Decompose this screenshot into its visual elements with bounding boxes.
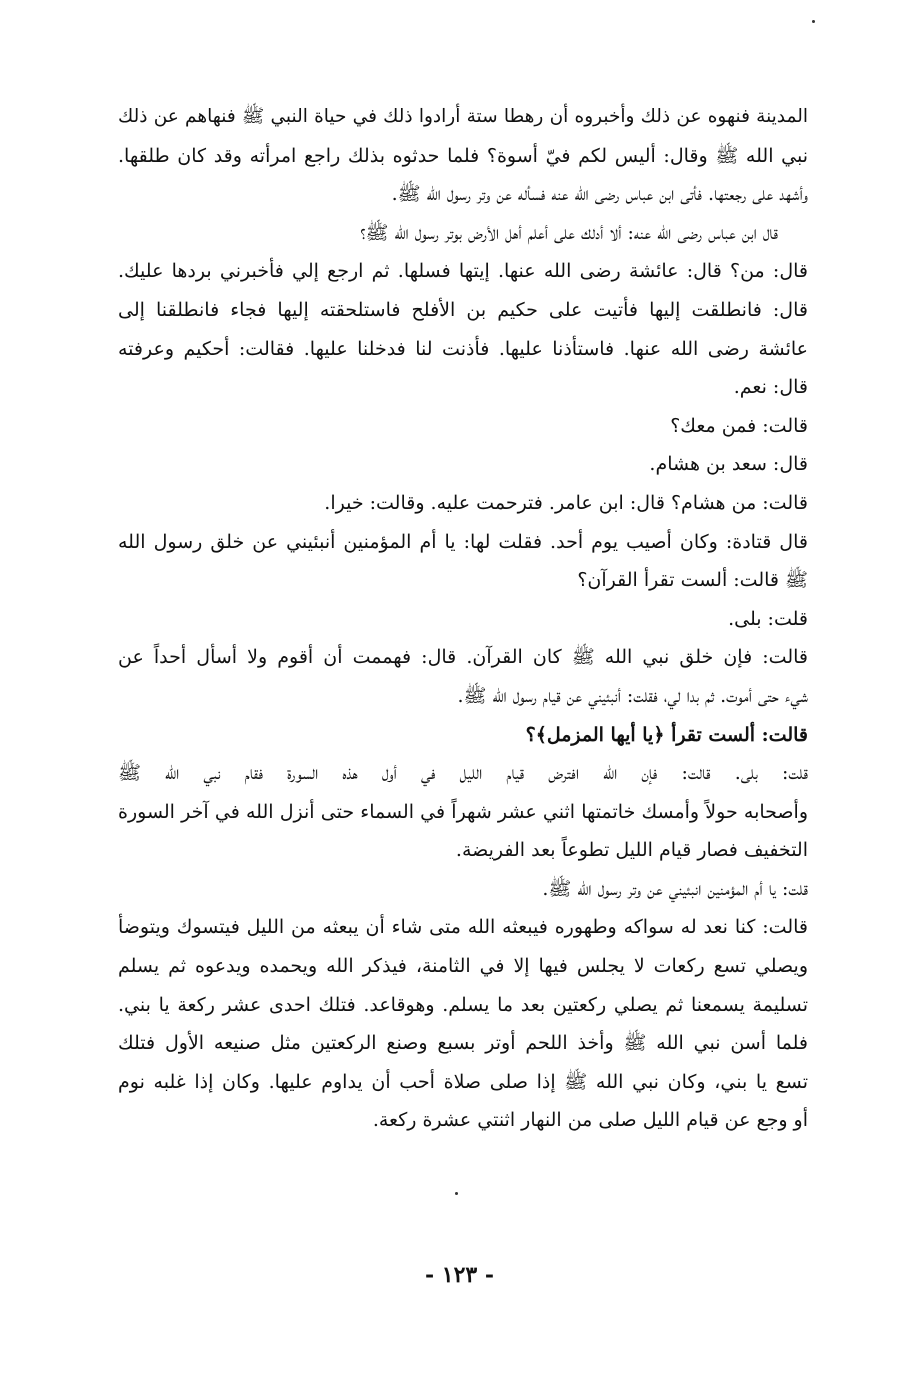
text-line: المدينة فنهوه عن ذلك وأخبروه أن رهطا ستة أرادوا ذلك في حياة النبي ﷺ فنهاهم عن ذلك <box>118 106 808 127</box>
text-line: شيء حتى أموت. ثم بدا لي، فقلت: أنبئيني عن قيام رسول الله ﷺ. <box>457 684 808 707</box>
text-line: التخفيف فصار قيام الليل تطوعاً بعد الفريضة. <box>455 839 808 862</box>
text-line: ويصلي تسع ركعات لا يجلس فيها إلا في الثامنة، فيذكر الله ويحمده ويدعوه ثم يسلم <box>118 955 808 978</box>
text-line: وأصحابه حولاً وأمسك خاتمتها اثني عشر شهراً في السماء حتى أنزل الله في آخر السورة <box>118 800 808 823</box>
text-line: نبي الله ﷺ وقال: أليس لكم فيّ أسوة؟ فلما حدثوه بذلك راجع امرأته وقد كان طلقها. <box>118 144 808 167</box>
text-line: أو وجع عن قيام الليل صلى من النهار اثنتي عشرة ركعة. <box>372 1109 808 1132</box>
page-number: - ١٢٣ - <box>424 1262 495 1288</box>
text-line: قال: من؟ قال: عائشة رضى الله عنها. إيتها فسلها. ثم ارجع إلي فأخبرني بردها عليك. <box>118 260 808 283</box>
text-line: قال: نعم. <box>733 376 808 399</box>
text-line: قلت: بلى. قالت: فإن الله افترض قيام الليل في أول هذه السورة فقام نبي الله ﷺ <box>118 762 808 785</box>
text-line: تسع يا بني، وكان نبي الله ﷺ إذا صلى صلاة أحب أن يداوم عليها. وكان إذا غلبه نوم <box>118 1070 808 1093</box>
text-line: قالت: فمن معك؟ <box>670 414 808 437</box>
text-line: قالت: كنا نعد له سواكه وطهوره فيبعثه الله متى شاء أن يبعثه من الليل فيتسوك ويتوضأ <box>118 916 808 939</box>
text-line: تسليمة يسمعنا ثم يصلي ركعتين بعد ما يسلم. وهوقاعد. فتلك احدى عشر ركعة يا بني. <box>118 993 808 1016</box>
text-line: فلما أسن نبي الله ﷺ وأخذ اللحم أوتر بسبع وصنع الركعتين مثل صنيعه الأول فتلك <box>118 1032 808 1055</box>
text-line: ﷺ قالت: ألست تقرأ القرآن؟ <box>577 569 808 592</box>
text-line: قالت: فإن خلق نبي الله ﷺ كان القرآن. قال: فهممت أن أقوم ولا أسأل أحداً عن <box>118 646 808 669</box>
text-line: قالت: من هشام؟ قال: ابن عامر. فترحمت عليه. وقالت: خيرا. <box>324 491 808 514</box>
text-line: قال ابن عباس رضى الله عنه: ألا أدلك على أعلم أهل الأرض بوتر رسول الله ﷺ؟ <box>360 221 778 244</box>
text-line: عائشة رضى الله عنها. فاستأذنا عليها. فأذنت لنا فدخلنا عليها. فقالت: أحكيم وعرفته <box>118 337 808 360</box>
text-line: قال: فانطلقت إليها فأتيت على حكيم بن الأفلح فاستلحقته إليها فجاء فانطلقنا إلى <box>118 298 808 321</box>
body-text <box>118 98 808 1140</box>
speck-mark <box>455 1192 458 1195</box>
text-line: قالت: ألست تقرأ ﴿يا أيها المزمل﴾؟ <box>525 723 808 746</box>
text-line: قلت: يا أم المؤمنين انبئيني عن وتر رسول الله ﷺ. <box>542 877 808 900</box>
speck-mark <box>812 20 815 23</box>
text-line: قلت: بلى. <box>728 607 808 630</box>
text-line: قال قتادة: وكان أصيب يوم أحد. فقلت لها: يا أم المؤمنين أنبئيني عن خلق رسول الله <box>118 530 808 553</box>
text-line: قال: سعد بن هشام. <box>649 453 808 476</box>
text-line: وأشهد على رجعتها. فأتى ابن عباس رضى الله عنه فسأله عن وتر رسول الله ﷺ. <box>391 183 808 206</box>
